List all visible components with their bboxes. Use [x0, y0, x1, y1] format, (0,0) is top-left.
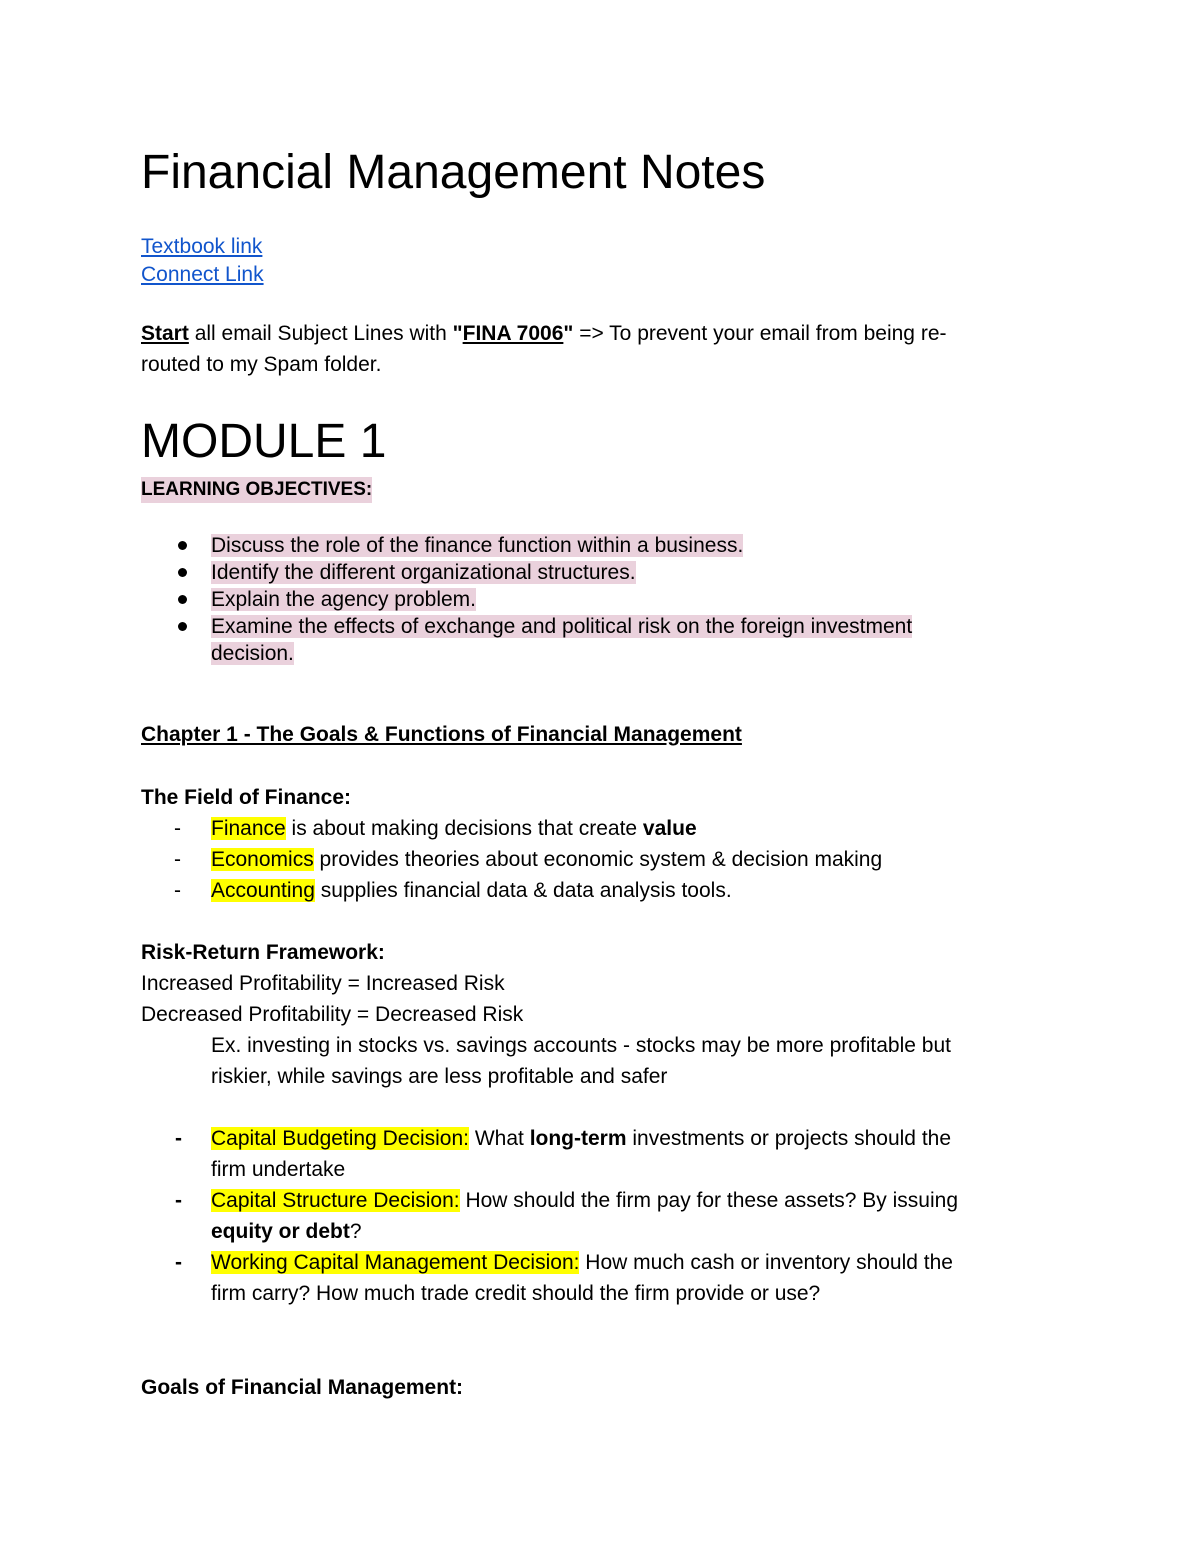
notice-quote-close: " [563, 322, 574, 345]
decision-bold: long-term [529, 1127, 627, 1150]
email-notice-line-1 [141, 318, 947, 349]
chapter-heading: Chapter 1 - The Goals & Functions of Financial Management [141, 723, 742, 746]
dash-bullet: - [174, 848, 181, 871]
term-economics: Economics [211, 848, 314, 871]
goals-heading: Goals of Financial Management: [141, 1376, 464, 1399]
field-item-economics [211, 844, 882, 875]
notice-course-code: FINA 7006 [462, 322, 564, 345]
term-capital-structure: Capital Structure Decision: [211, 1189, 460, 1212]
risk-line: Decreased Profitability = Decreased Risk [141, 1003, 524, 1026]
decision-working-capital [211, 1247, 953, 1278]
dash-bullet: - [174, 879, 181, 902]
risk-return-heading: Risk-Return Framework: [141, 941, 385, 964]
bullet-dot [178, 541, 187, 550]
field-of-finance-heading: The Field of Finance: [141, 786, 352, 809]
dash-bullet: - [175, 1127, 182, 1150]
decision-text: How much cash or inventory should the [579, 1251, 953, 1274]
term-accounting: Accounting [211, 879, 315, 902]
field-item-text: is about making decisions that create [285, 817, 643, 840]
term-capital-budgeting: Capital Budgeting Decision: [211, 1127, 469, 1150]
objective-item: Examine the effects of exchange and political risk on the foreign investment [211, 615, 913, 638]
field-item-accounting [211, 875, 732, 906]
decision-capital-budgeting [211, 1123, 951, 1154]
objective-item-continued: decision. [211, 642, 294, 665]
notice-text-1: all email Subject Lines with [188, 322, 453, 345]
document-title: Financial Management Notes [141, 146, 766, 199]
decision-text: How should the firm pay for these assets? By issuing [459, 1189, 959, 1212]
learning-objectives-heading: LEARNING OBJECTIVES: [141, 477, 372, 503]
term-finance: Finance [211, 817, 286, 840]
dash-bullet: - [175, 1251, 182, 1274]
decision-text: ? [349, 1220, 362, 1243]
notice-text-2: => To prevent your email from being re- [573, 322, 947, 345]
textbook-link[interactable]: Textbook link [141, 235, 263, 258]
field-item-text: provides theories about economic system & decision making [313, 848, 883, 871]
decision-capital-structure-cont [211, 1216, 362, 1247]
example-line: Ex. investing in stocks vs. savings accounts - stocks may be more profitable but [211, 1034, 951, 1057]
decision-capital-budgeting-cont: firm undertake [211, 1158, 346, 1181]
field-item-finance [211, 813, 697, 844]
module-title: MODULE 1 [141, 415, 387, 468]
email-notice-line-2: routed to my Spam folder. [141, 353, 382, 376]
field-item-text: supplies financial data & data analysis tools. [314, 879, 732, 902]
dash-bullet: - [174, 817, 181, 840]
term-working-capital: Working Capital Management Decision: [211, 1251, 580, 1274]
connect-link[interactable]: Connect Link [141, 263, 264, 286]
objective-item: Discuss the role of the finance function within a business. [211, 534, 744, 557]
objective-item: Identify the different organizational structures. [211, 561, 636, 584]
decision-text: investments or projects should the [626, 1127, 952, 1150]
decision-capital-structure [211, 1185, 958, 1216]
bullet-dot [178, 568, 187, 577]
dash-bullet: - [175, 1189, 182, 1212]
objective-item: Explain the agency problem. [211, 588, 476, 611]
field-item-bold: value [642, 817, 697, 840]
notice-quote-open: " [452, 322, 463, 345]
decision-text: What [469, 1127, 530, 1150]
example-line: riskier, while savings are less profitable and safer [211, 1065, 668, 1088]
risk-line: Increased Profitability = Increased Risk [141, 972, 505, 995]
decision-working-capital-cont: firm carry? How much trade credit should the firm provide or use? [211, 1282, 821, 1305]
decision-bold: equity or debt [211, 1220, 350, 1243]
bullet-dot [178, 622, 187, 631]
bullet-dot [178, 595, 187, 604]
notice-start: Start [141, 322, 189, 345]
